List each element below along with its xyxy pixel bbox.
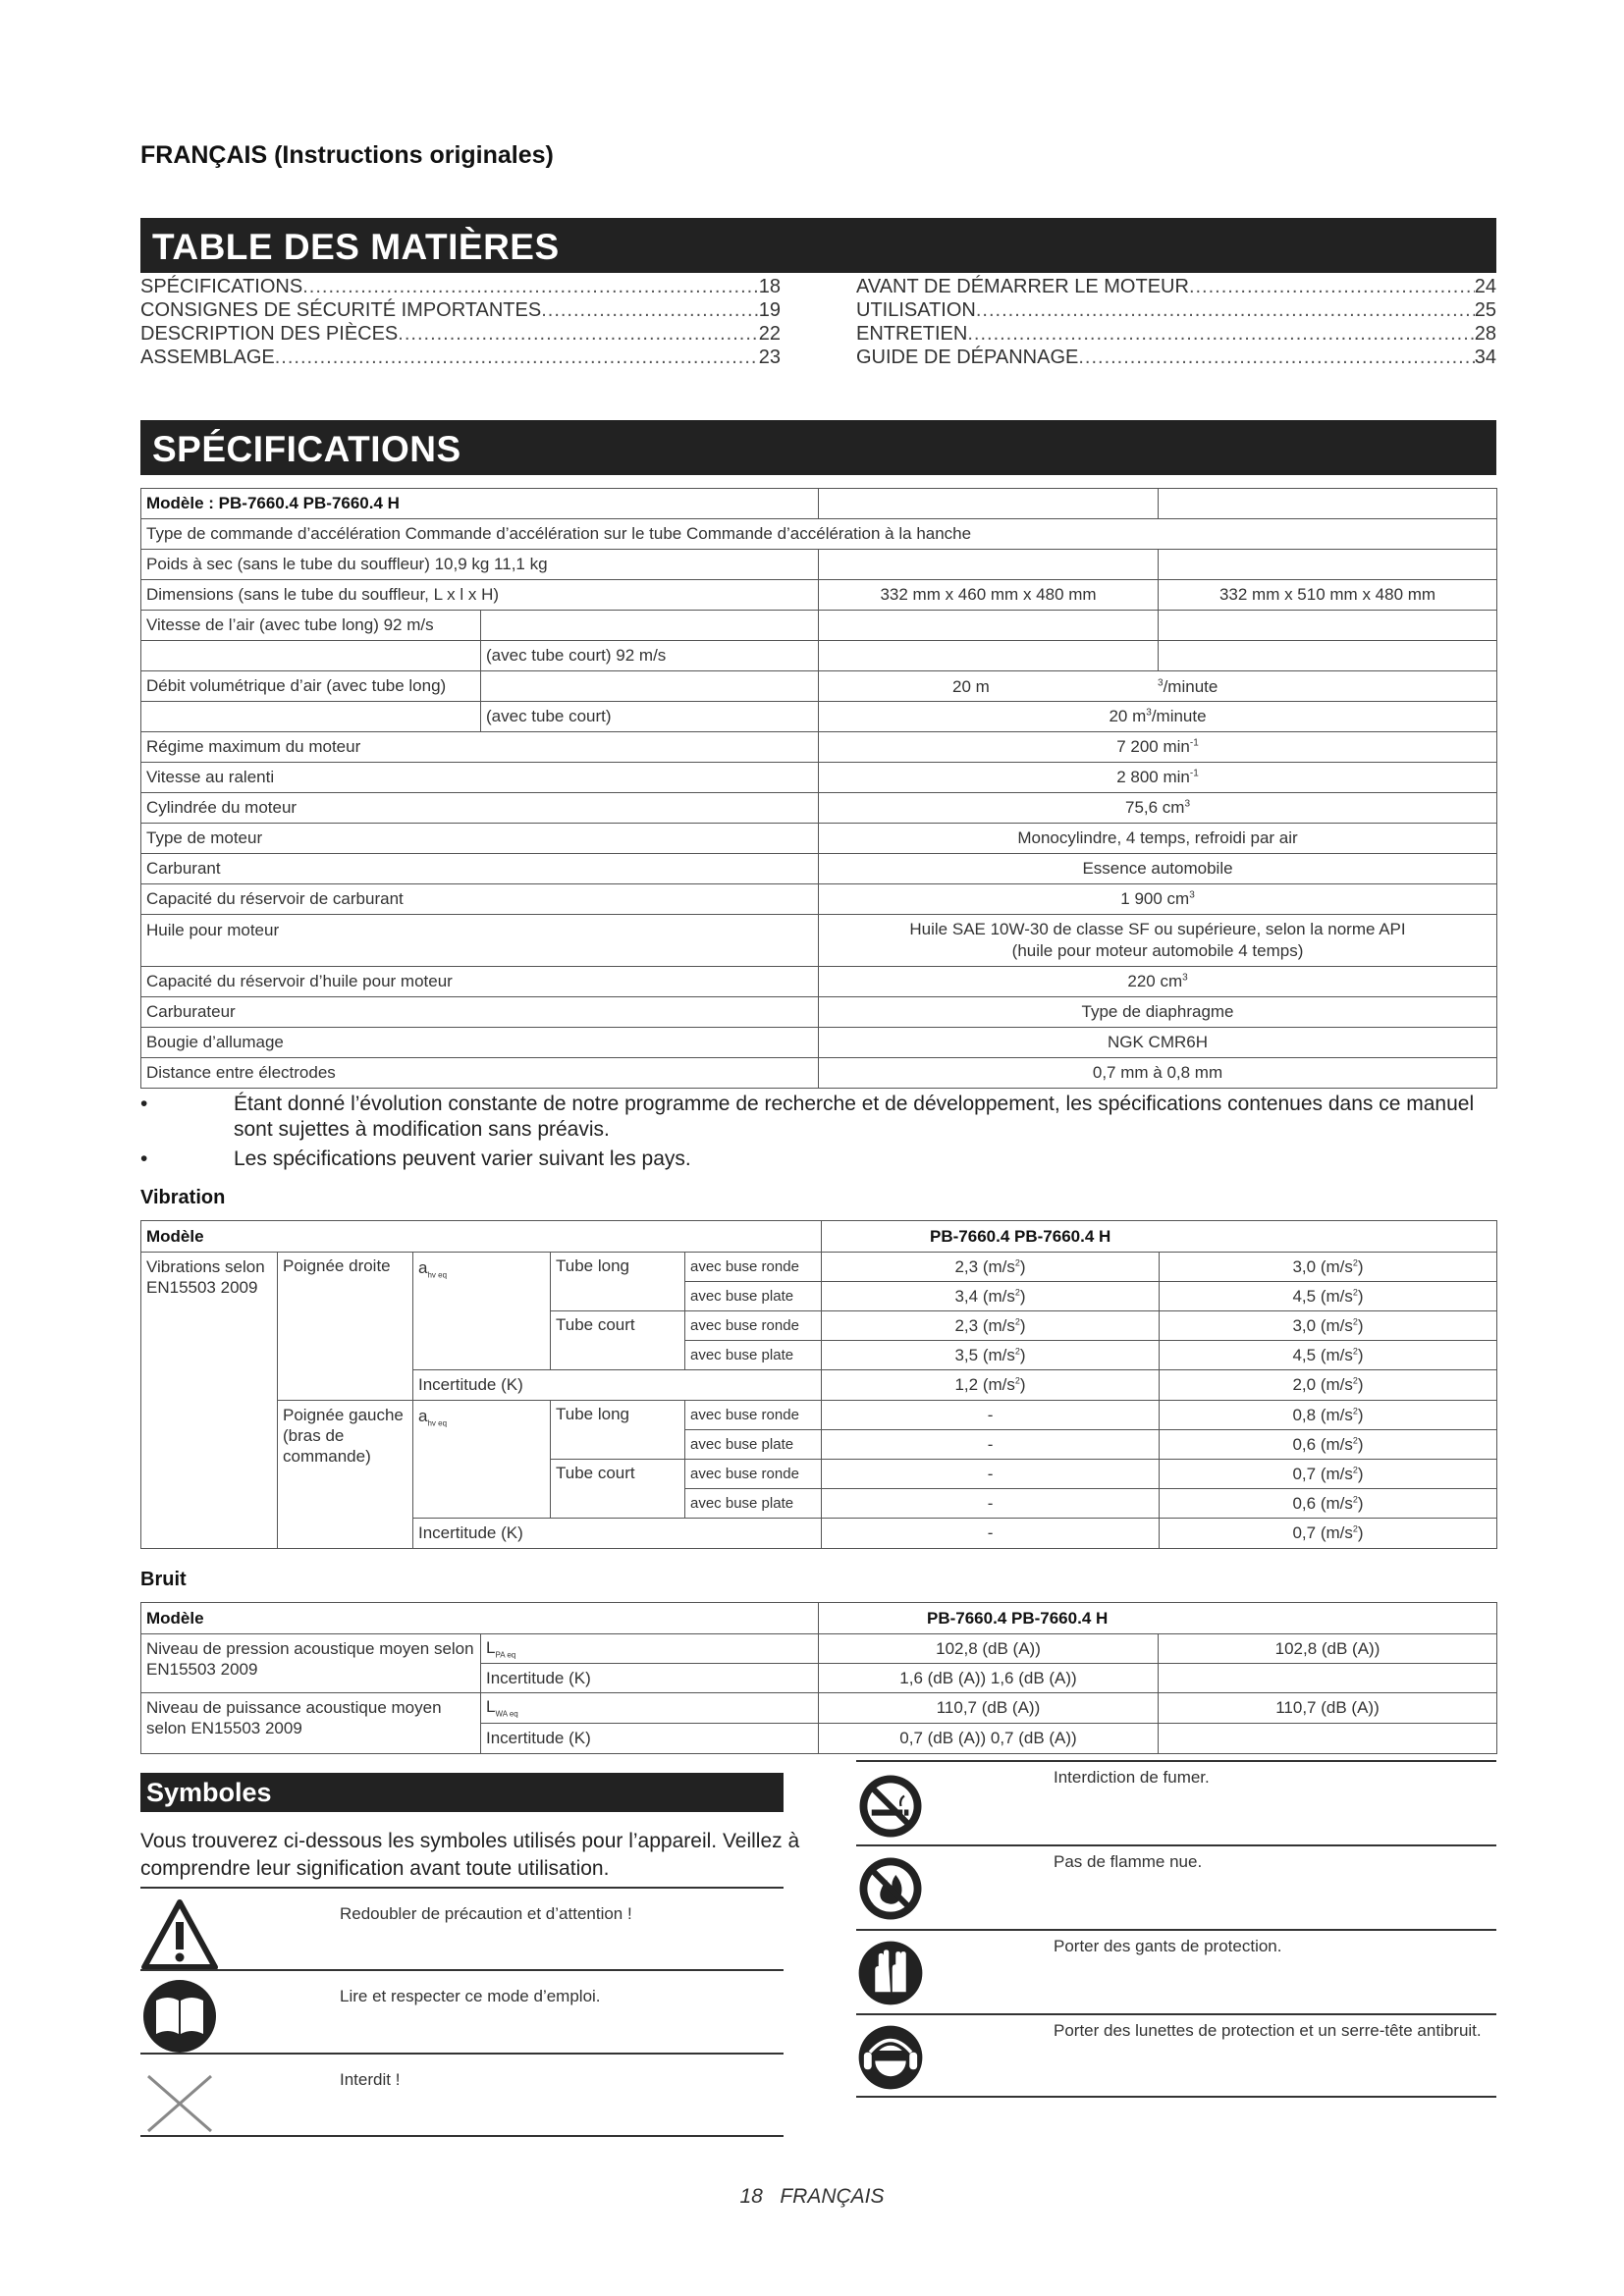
spec-value-text: 75,6 cm <box>1124 798 1185 817</box>
air-flow-short-unit: /minute <box>1151 707 1207 725</box>
spec-value-text: 2 800 min <box>1116 768 1190 786</box>
symbol-description: Interdiction de fumer. <box>1054 1768 1210 1787</box>
empty-cell <box>1159 1664 1497 1693</box>
oil-spec-line: Huile SAE 10W-30 de classe SF ou supérieure, selon la norme API <box>909 920 1406 938</box>
right-grip-label: Poignée droite <box>278 1253 413 1401</box>
table-row <box>141 884 1497 915</box>
symbols-intro: Vous trouverez ci-dessous les symboles utilisés pour l’appareil. Veillez à comprendre leur signification avant toute utilisation. <box>140 1830 800 1880</box>
toc-entry-page: 18 <box>758 276 781 297</box>
page-footer <box>0 2185 1624 2209</box>
spec-label: Cylindrée du moteur <box>141 793 819 824</box>
specifications-table <box>140 488 1497 1089</box>
empty-cell <box>819 611 1159 641</box>
vibration-value: 2,0 $(m/s^2)$ <box>1160 1370 1497 1401</box>
symbol-row <box>140 2053 784 2137</box>
noise-value: 102,8 (dB (A)) <box>1159 1634 1497 1664</box>
symbol-row <box>856 2013 1496 2098</box>
symbol-row <box>856 1929 1496 2013</box>
table-row <box>141 763 1497 793</box>
spec-value-text: 220 cm <box>1127 972 1183 990</box>
spec-label: (avec tube court) 92 m/s <box>481 641 819 671</box>
toc-entry-title: ENTRETIEN <box>856 323 968 345</box>
empty-cell <box>819 489 1159 519</box>
vibration-model-label: Modèle <box>141 1221 822 1253</box>
vibration-value: 3,4 $(m/s^2)$ <box>822 1282 1160 1311</box>
spec-value <box>819 967 1497 997</box>
empty-cell <box>141 702 481 732</box>
spec-label: Type de moteur <box>141 824 819 854</box>
table-row <box>141 1693 1497 1724</box>
empty-cell <box>481 611 819 641</box>
nozzle-label: avec buse ronde <box>685 1311 822 1341</box>
empty-cell <box>1159 1724 1497 1754</box>
spec-dry-weight: Poids à sec (sans le tube du souffleur) 10,9 kg 11,1 kg <box>141 550 819 580</box>
spec-label: Débit volumétrique d’air (avec tube long) <box>141 671 481 702</box>
spec-label: Vitesse au ralenti <box>141 763 819 793</box>
vibration-value: 3,5 $(m/s^2)$ <box>822 1341 1160 1370</box>
spec-label: Dimensions (sans le tube du souffleur, L x l x H) <box>141 580 819 611</box>
table-row <box>141 550 1497 580</box>
spec-label: Bougie d’allumage <box>141 1028 819 1058</box>
symbol-description: Pas de flamme nue. <box>1054 1852 1203 1871</box>
toc-entry[interactable] <box>140 322 781 346</box>
gloves-icon <box>856 1939 925 2007</box>
ahv-subscript: hv eq <box>427 1418 448 1428</box>
spec-value <box>819 1058 1497 1089</box>
nozzle-label: avec buse ronde <box>685 1401 822 1430</box>
vibration-title: Vibration <box>140 1187 226 1208</box>
table-row <box>141 671 1497 702</box>
empty-cell <box>819 550 1159 580</box>
toc-entry[interactable] <box>856 322 1496 346</box>
vibration-value: 2,3 $(m/s^2)$ <box>822 1311 1160 1341</box>
table-row <box>141 1603 1497 1634</box>
table-row <box>141 915 1497 967</box>
warning-triangle-icon <box>140 1895 219 1973</box>
toc-entry-page: 34 <box>1474 347 1496 368</box>
spec-value-text: NGK CMR6H <box>1108 1033 1209 1051</box>
spec-label: Capacité du réservoir d’huile pour moteur <box>141 967 819 997</box>
goggles-ear-protection-icon <box>856 2023 925 2092</box>
pressure-symbol: $L_{PA eq}$ <box>481 1634 819 1664</box>
table-row <box>141 997 1497 1028</box>
vibration-group-label: Vibrations selon EN15503 2009 <box>141 1253 278 1549</box>
spec-value <box>819 915 1497 967</box>
toc-entry-title: DESCRIPTION DES PIÈCES <box>140 323 399 345</box>
page-number: 18 <box>739 2185 763 2208</box>
language-header: FRANÇAIS (Instructions originales) <box>140 141 554 169</box>
unit-superscript: -1 <box>1189 768 1199 779</box>
empty-cell <box>1159 550 1497 580</box>
air-flow-long-unit: /minute <box>1163 677 1218 696</box>
power-label: Niveau de puissance acoustique moyen selon EN15503 2009 <box>141 1693 481 1754</box>
toc-entry-title: ASSEMBLAGE <box>140 347 275 368</box>
spec-value-text: Essence automobile <box>1082 859 1233 878</box>
forbidden-cross-icon <box>140 2062 219 2141</box>
tube-short-label: Tube court <box>551 1460 685 1519</box>
symbol-description: Interdit ! <box>340 2070 401 2089</box>
manual-book-icon <box>140 1977 219 2056</box>
noise-value: 0,7 (dB (A)) 0,7 (dB (A)) <box>819 1724 1159 1754</box>
noise-value: 1,6 (dB (A)) 1,6 (dB (A)) <box>819 1664 1159 1693</box>
spec-value <box>819 854 1497 884</box>
nozzle-label: avec buse plate <box>685 1282 822 1311</box>
toc-entry-title: SPÉCIFICATIONS <box>140 276 303 297</box>
empty-cell <box>481 671 819 702</box>
uncertainty-label: Incertitude (K) <box>413 1370 822 1401</box>
empty-cell <box>1159 641 1497 671</box>
air-flow-long-value: 20 m <box>952 677 990 696</box>
no-smoking-icon <box>856 1772 925 1841</box>
tube-long-label: Tube long <box>551 1253 685 1311</box>
toc-entry-title: AVANT DE DÉMARRER LE MOTEUR <box>856 276 1189 297</box>
spec-value <box>819 1028 1497 1058</box>
table-row <box>141 1634 1497 1664</box>
symbols-title-bar: Symboles <box>140 1773 784 1812</box>
table-row <box>141 580 1497 611</box>
note-item: • Étant donné l’évolution constante de notre programme de recherche et de développement, les spécifications contenues dans ce manuel sont sujettes à modification sans préavis. <box>140 1092 1496 1143</box>
spec-label: Carburant <box>141 854 819 884</box>
vibration-value: 3,0 $(m/s^2)$ <box>1160 1253 1497 1282</box>
table-row <box>141 1058 1497 1089</box>
symbol-row <box>856 1760 1496 1844</box>
toc-entry-page: 25 <box>1474 299 1496 321</box>
spec-notes <box>140 1092 1496 1176</box>
spec-value-text: Type de diaphragme <box>1081 1002 1234 1021</box>
empty-cell <box>1159 611 1497 641</box>
symbol-description: Porter des lunettes de protection et un serre-tête antibruit. <box>1054 2021 1482 2040</box>
unit-superscript: 3 <box>1146 707 1152 719</box>
tube-short-label: Tube court <box>551 1311 685 1370</box>
toc-entry-title: CONSIGNES DE SÉCURITÉ IMPORTANTES <box>140 299 542 321</box>
footer-language: FRANÇAIS <box>780 2185 885 2208</box>
table-row <box>141 1401 1497 1430</box>
note-item: • Les spécifications peuvent varier suivant les pays. <box>140 1147 1496 1172</box>
vibration-value: - <box>822 1430 1160 1460</box>
toc-entry[interactable] <box>140 346 781 369</box>
nozzle-label: avec buse plate <box>685 1489 822 1519</box>
symbol-row <box>140 1969 784 2054</box>
spec-value-text: 0,7 mm à 0,8 mm <box>1092 1063 1223 1082</box>
toc-entry[interactable] <box>140 298 781 322</box>
toc-entry-page: 24 <box>1474 276 1496 297</box>
spec-value <box>819 997 1497 1028</box>
unit-superscript: 3 <box>1184 798 1191 810</box>
noise-value: 110,7 (dB (A)) <box>1159 1693 1497 1724</box>
noise-value: 102,8 (dB (A)) <box>819 1634 1159 1664</box>
vibration-value: 0,6 $(m/s^2)$ <box>1160 1430 1497 1460</box>
table-row <box>141 854 1497 884</box>
table-row <box>141 967 1497 997</box>
oil-spec-line: (huile pour moteur automobile 4 temps) <box>1011 941 1304 960</box>
toc-entry[interactable] <box>856 298 1496 322</box>
noise-table <box>140 1602 1497 1754</box>
table-row <box>141 519 1497 550</box>
vibration-value: - <box>822 1519 1160 1549</box>
no-open-flame-icon <box>856 1854 925 1923</box>
spec-value <box>819 702 1497 732</box>
spec-model: Modèle : PB-7660.4 PB-7660.4 H <box>141 489 819 519</box>
toc-entry[interactable] <box>140 275 781 298</box>
table-row <box>141 611 1497 641</box>
spec-label: Distance entre électrodes <box>141 1058 819 1089</box>
vibration-value: - <box>822 1401 1160 1430</box>
spec-value <box>819 732 1497 763</box>
ahv-symbol <box>413 1401 551 1519</box>
table-row <box>141 702 1497 732</box>
spec-label: Régime maximum du moteur <box>141 732 819 763</box>
toc-entry-page: 28 <box>1474 323 1496 345</box>
noise-value: 110,7 (dB (A)) <box>819 1693 1159 1724</box>
toc-entry-title: GUIDE DE DÉPANNAGE <box>856 347 1079 368</box>
noise-title: Bruit <box>140 1569 187 1590</box>
spec-label: Vitesse de l’air (avec tube long) 92 m/s <box>141 611 481 641</box>
vibration-value: 2,3 $(m/s^2)$ <box>822 1253 1160 1282</box>
vibration-value: - <box>822 1489 1160 1519</box>
uncertainty-label: Incertitude (K) <box>481 1724 819 1754</box>
empty-cell <box>819 641 1159 671</box>
toc-left-column <box>140 275 781 369</box>
vibration-value: 0,7 $(m/s^2)$ <box>1160 1460 1497 1489</box>
toc-entry-page: 19 <box>758 299 781 321</box>
vibration-value: 0,6 $(m/s^2)$ <box>1160 1489 1497 1519</box>
nozzle-label: avec buse ronde <box>685 1460 822 1489</box>
vibration-value: - <box>822 1460 1160 1489</box>
uncertainty-label: Incertitude (K) <box>481 1664 819 1693</box>
symbol-row <box>140 1887 784 1971</box>
spec-label: (avec tube court) <box>481 702 819 732</box>
vibration-value: 0,7 $(m/s^2)$ <box>1160 1519 1497 1549</box>
ahv-letter: a <box>418 1407 428 1425</box>
toc-right-column <box>856 275 1496 369</box>
nozzle-label: avec buse ronde <box>685 1253 822 1282</box>
vibration-value: 4,5 $(m/s^2)$ <box>1160 1341 1497 1370</box>
table-row <box>141 641 1497 671</box>
toc-entry-page: 22 <box>758 323 781 345</box>
vibration-value: 3,0 $(m/s^2)$ <box>1160 1311 1497 1341</box>
table-row <box>141 1028 1497 1058</box>
spec-value <box>819 793 1497 824</box>
vibration-value: 0,8 $(m/s^2)$ <box>1160 1401 1497 1430</box>
left-grip-label: Poignée gauche (bras de commande) <box>278 1401 413 1549</box>
toc-entry[interactable] <box>856 275 1496 298</box>
nozzle-label: avec buse plate <box>685 1430 822 1460</box>
table-row <box>141 824 1497 854</box>
toc-entry-page: 23 <box>758 347 781 368</box>
specifications-title-bar: SPÉCIFICATIONS <box>140 420 1496 475</box>
toc-entry[interactable] <box>856 346 1496 369</box>
spec-value <box>819 884 1497 915</box>
vibration-model-value: PB-7660.4 PB-7660.4 H <box>822 1221 1497 1253</box>
pressure-label: Niveau de pression acoustique moyen selon EN15503 2009 <box>141 1634 481 1693</box>
symbol-row <box>856 1844 1496 1929</box>
spec-value-text: 7 200 min <box>1116 737 1190 756</box>
ahv-symbol <box>413 1253 551 1370</box>
nozzle-label: avec buse plate <box>685 1341 822 1370</box>
table-row <box>141 793 1497 824</box>
vibration-value: 4,5 $(m/s^2)$ <box>1160 1282 1497 1311</box>
spec-value-text: Monocylindre, 4 temps, refroidi par air <box>1017 828 1298 847</box>
table-row <box>141 1253 1497 1282</box>
spec-label: Huile pour moteur <box>141 915 819 967</box>
spec-value <box>819 763 1497 793</box>
symbol-description: Lire et respecter ce mode d’emploi. <box>340 1987 601 2005</box>
table-row <box>141 732 1497 763</box>
unit-superscript: 3 <box>1182 972 1188 984</box>
unit-superscript: -1 <box>1189 737 1199 749</box>
tube-long-label: Tube long <box>551 1401 685 1460</box>
air-flow-short-value: 20 m <box>1109 707 1147 725</box>
spec-value-text: 1 900 cm <box>1120 889 1190 908</box>
empty-cell <box>141 641 481 671</box>
symbol-description: Porter des gants de protection. <box>1054 1937 1282 1955</box>
spec-label: Carburateur <box>141 997 819 1028</box>
spec-value <box>819 671 1497 702</box>
ahv-subscript: hv eq <box>427 1270 448 1280</box>
power-symbol: $L_{WA eq}$ <box>481 1693 819 1724</box>
unit-superscript: 3 <box>1189 889 1195 901</box>
noise-model-value: PB-7660.4 PB-7660.4 H <box>819 1603 1497 1634</box>
empty-cell <box>1159 489 1497 519</box>
spec-throttle: Type de commande d’accélération Commande d’accélération sur le tube Commande d’accélération à la hanche <box>141 519 1497 550</box>
ahv-letter: a <box>418 1258 428 1277</box>
uncertainty-label: Incertitude (K) <box>413 1519 822 1549</box>
toc-title-bar: TABLE DES MATIÈRES <box>140 218 1496 273</box>
unit-superscript: 3 <box>1158 677 1164 689</box>
table-row <box>141 489 1497 519</box>
noise-model-label: Modèle <box>141 1603 819 1634</box>
toc-entry-title: UTILISATION <box>856 299 976 321</box>
vibration-value: 1,2 $(m/s^2)$ <box>822 1370 1160 1401</box>
spec-value: 332 mm x 460 mm x 480 mm <box>819 580 1159 611</box>
vibration-table <box>140 1220 1497 1549</box>
spec-value: 332 mm x 510 mm x 480 mm <box>1159 580 1497 611</box>
table-row <box>141 1221 1497 1253</box>
spec-value <box>819 824 1497 854</box>
symbol-description: Redoubler de précaution et d’attention ! <box>340 1904 632 1923</box>
spec-label: Capacité du réservoir de carburant <box>141 884 819 915</box>
